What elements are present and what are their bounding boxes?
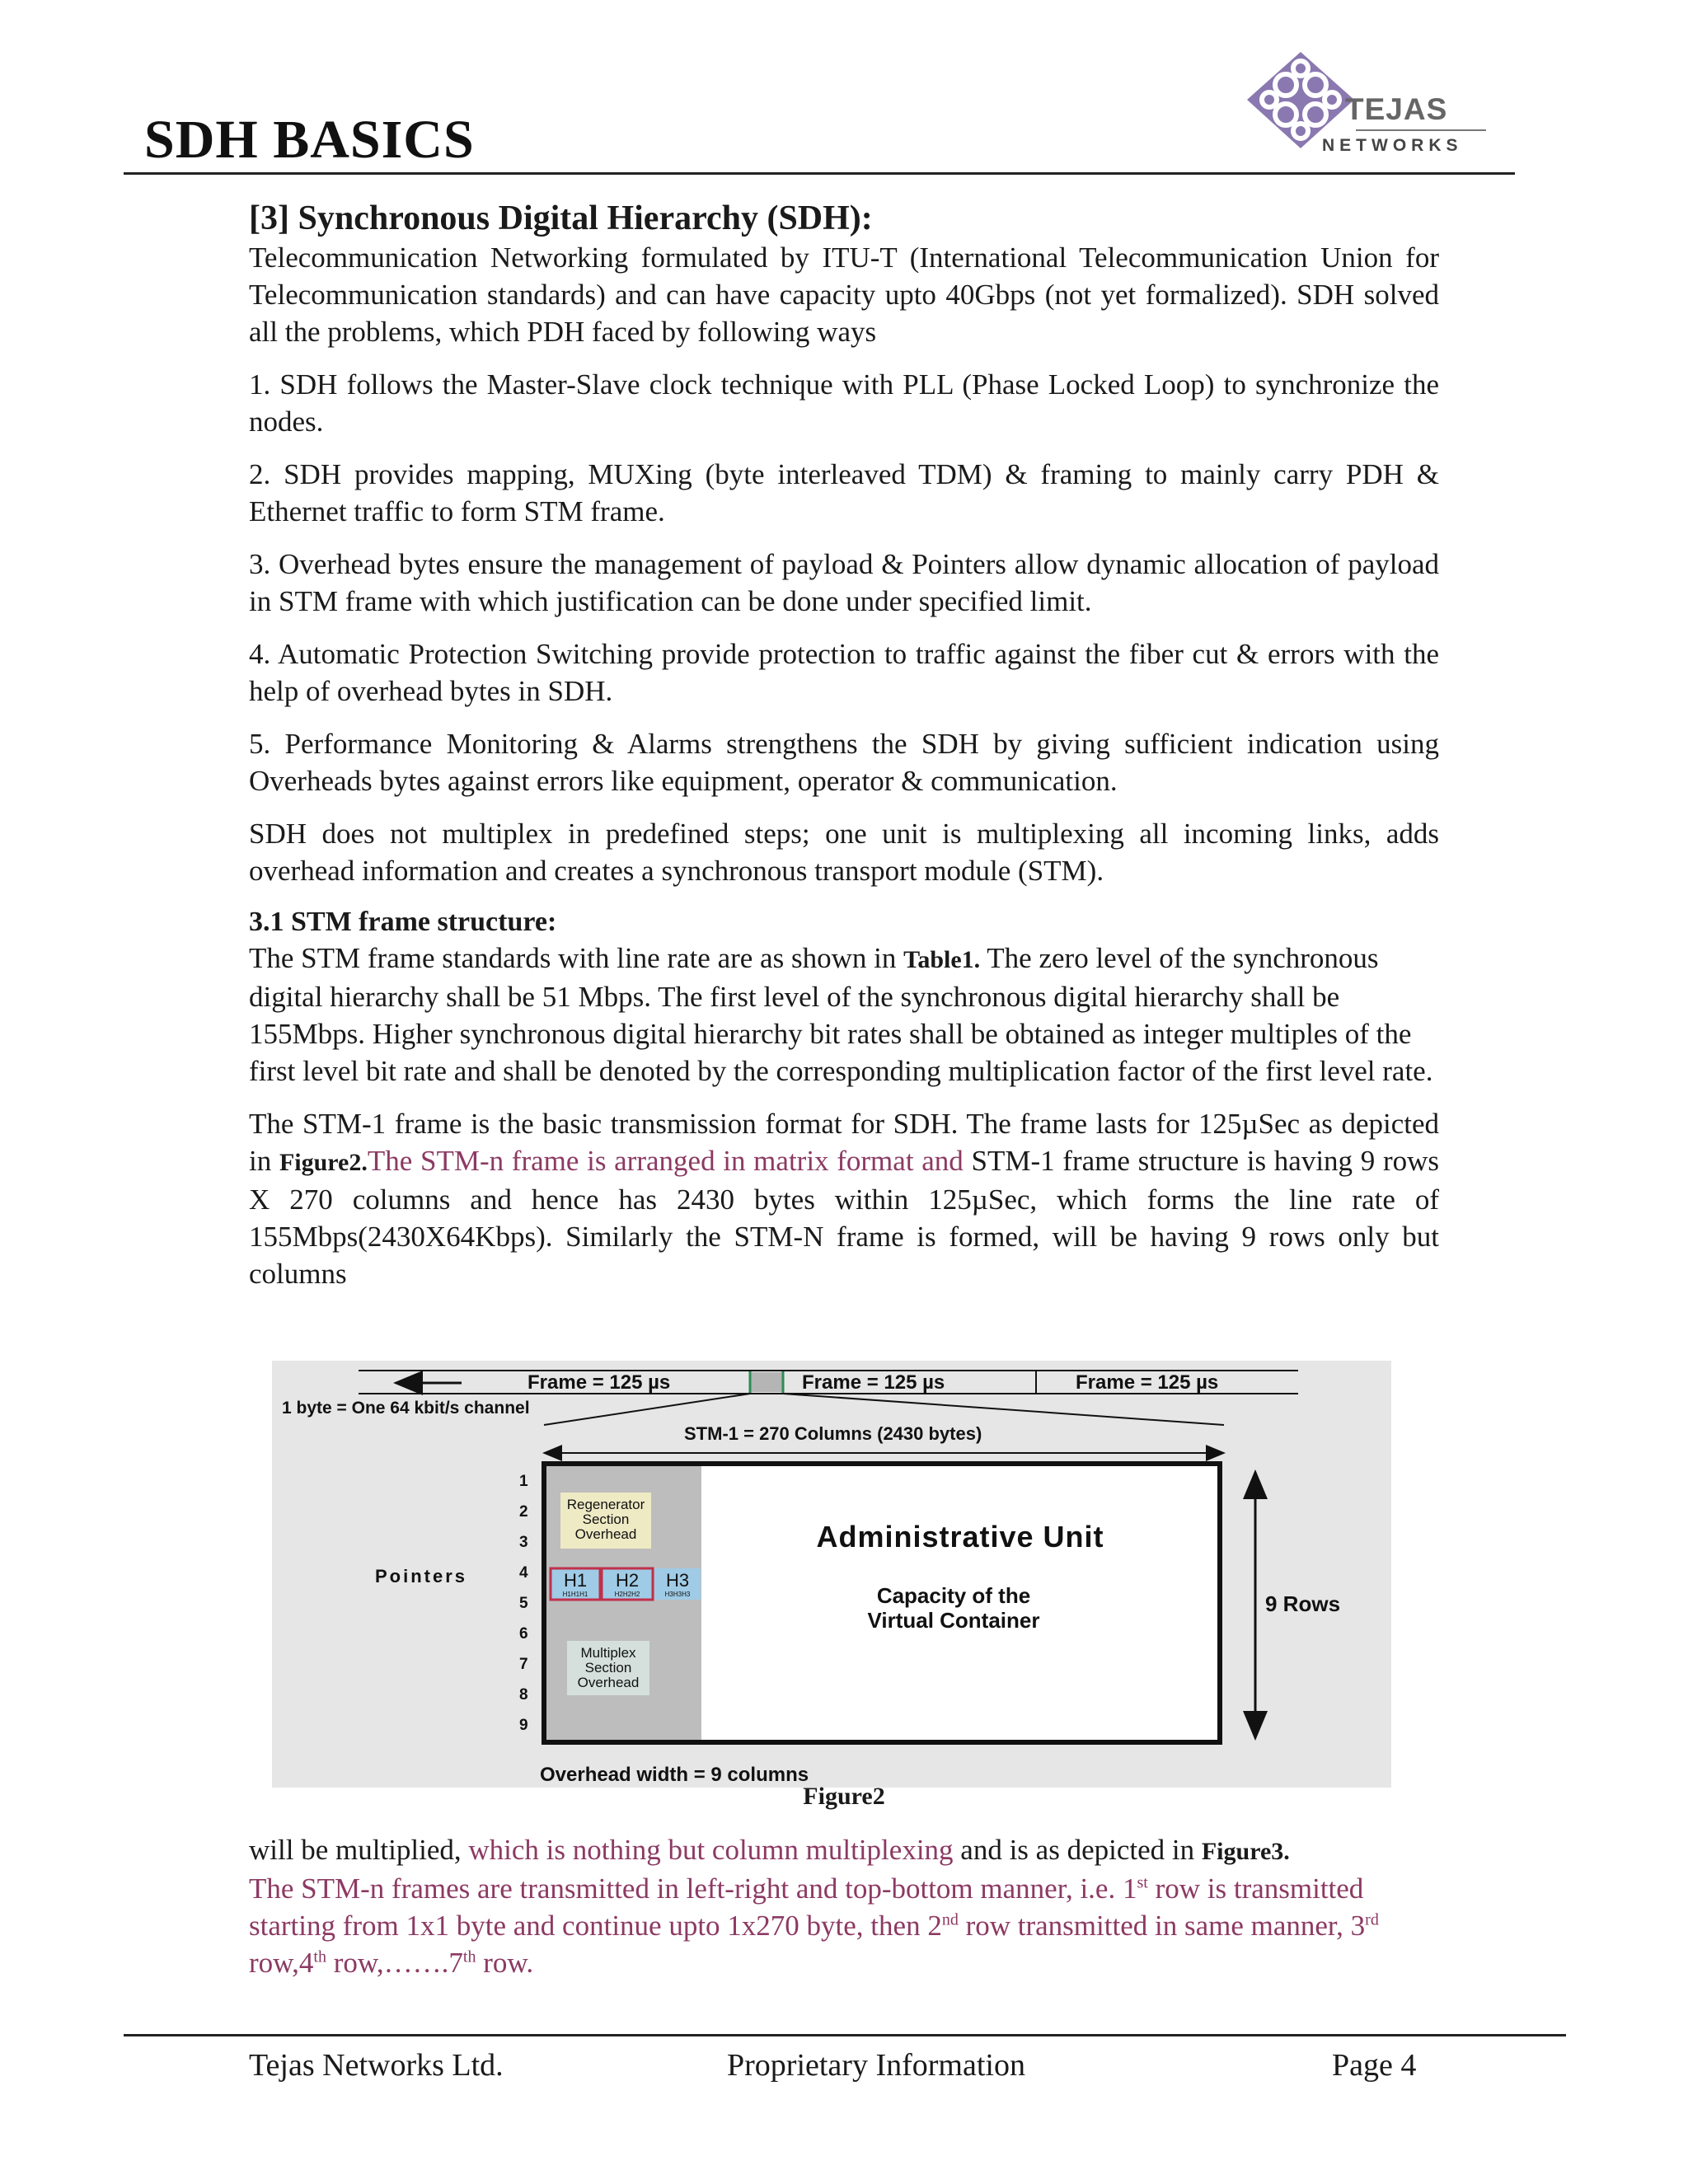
figure2-reference: Figure2. (279, 1149, 368, 1176)
capacity-line-2: Virtual Container (867, 1608, 1040, 1633)
point-5: 5. Performance Monitoring & Alarms strengthens the SDH by giving sufficient indication using Overheads bytes against errors like equipment, operator & communication. (249, 728, 1439, 797)
nine-rows-label: 9 Rows (1265, 1591, 1341, 1616)
rsoh-line-3: Overhead (574, 1526, 637, 1542)
subsection-heading: 3.1 STM frame structure: (249, 907, 557, 937)
overhead-width-label: Overhead width = 9 columns (540, 1764, 809, 1786)
capacity-line-1: Capacity of the (876, 1583, 1031, 1608)
rsoh-line-2: Section (582, 1511, 630, 1527)
row-number-2: 2 (519, 1503, 528, 1521)
row-number-7: 7 (519, 1656, 528, 1673)
h1-label: H1 (563, 1570, 588, 1591)
point-3: 3. Overhead bytes ensure the management of payload & Pointers allow dynamic allocation of payload in STM frame with which justification can be done under specified limit. (249, 548, 1439, 617)
logo-brand-text: TEJAS (1345, 92, 1448, 126)
rsoh-line-1: Regenerator (566, 1497, 645, 1512)
stm1-frame-figure (272, 1361, 1391, 1788)
h2-sub-label: H2H2H2 (614, 1591, 640, 1598)
p2-highlight: The STM-n frame is arranged in matrix format and (367, 1145, 964, 1177)
column-multiplexing-paragraph (249, 1831, 1439, 1870)
footer-company: Tejas Networks Ltd. (249, 2048, 504, 2083)
tx-sup-2: nd (941, 1910, 959, 1929)
figure-caption: Figure2 (803, 1783, 885, 1810)
point-4: 4. Automatic Protection Switching provide protection to traffic against the fiber cut & errors with the help of overhead bytes in SDH. (249, 638, 1439, 707)
stm-standards-paragraph (249, 940, 1439, 1090)
tx-text-2: row is transmitted starting from 1x1 byte and continue upto 1x270 byte, then 2 (249, 1872, 1364, 1942)
stm1-frame-paragraph (249, 1105, 1439, 1292)
expand-line-right (783, 1394, 1224, 1425)
tx-sup-5: th (462, 1947, 476, 1966)
h3-label: H3 (665, 1570, 690, 1591)
footer-divider (124, 2034, 1566, 2036)
section-summary: SDH does not multiplex in predefined steps; one unit is multiplexing all incoming links, adds overhead information and creates a synchronous transport module (STM). (249, 818, 1439, 887)
row-number-1: 1 (519, 1473, 528, 1490)
after-highlight: which is nothing but column multiplexing (468, 1834, 954, 1866)
frame-label-3: Frame = 125 µs (1076, 1371, 1219, 1394)
logo-sub-text: NETWORKS (1322, 136, 1463, 155)
figure3-reference: Figure3. (1201, 1838, 1290, 1865)
frame-label-1: Frame = 125 µs (528, 1371, 671, 1394)
after-text-1: will be multiplied, (249, 1834, 469, 1866)
header-divider (124, 172, 1515, 175)
h1-sub-label: H1H1H1 (562, 1591, 588, 1598)
msoh-line-2: Section (584, 1660, 632, 1675)
tx-text-5: row,…….7 (326, 1947, 463, 1979)
section-intro: Telecommunication Networking formulated by ITU-T (International Telecommunication Union for Telecommunication standards) and can have capacity upto 40Gbps (not yet formalized). SDH solved all the problems, which PDH faced by following ways (249, 241, 1439, 348)
tx-text-6: row. (476, 1947, 534, 1979)
h3-sub-label: H3H3H3 (664, 1591, 691, 1598)
frame-marker (750, 1372, 783, 1392)
pointers-label: Pointers (375, 1566, 468, 1586)
p2-text-after: STM-1 frame structure is having 9 rows X 270 columns and hence has 2430 bytes within 125µSec, which forms the line rate of 155Mbps(2430X64Kbps). Similarly the STM-N frame is formed, will be having 9 rows only but columns (249, 1145, 1439, 1290)
tx-sup-1: st (1137, 1873, 1148, 1892)
row-number-4: 4 (519, 1564, 528, 1582)
row-number-5: 5 (519, 1595, 528, 1612)
point-2: 2. SDH provides mapping, MUXing (byte interleaved TDM) & framing to mainly carry PDH & Ethernet traffic to form STM frame. (249, 458, 1439, 527)
table1-reference: Table1. (903, 946, 981, 973)
row-number-9: 9 (519, 1717, 528, 1734)
frame-label-2: Frame = 125 µs (802, 1371, 945, 1394)
tx-sup-3: rd (1365, 1910, 1379, 1929)
footer-page-number: Page 4 (1332, 2048, 1417, 2083)
section-heading: [3] Synchronous Digital Hierarchy (SDH): (249, 199, 873, 237)
tx-text-1: The STM-n frames are transmitted in left-right and top-bottom manner, i.e. 1 (249, 1872, 1137, 1905)
row-number-6: 6 (519, 1625, 528, 1643)
tx-text-4: row,4 (249, 1947, 314, 1979)
stm1-columns-label: STM-1 = 270 Columns (2430 bytes) (684, 1423, 982, 1444)
administrative-unit-title: Administrative Unit (816, 1520, 1104, 1554)
p1-text-after: The zero level of the synchronous digital hierarchy shall be 51 Mbps. The first level of the synchronous digital hierarchy shall be 155Mbps. Higher synchronous digital hierarchy bit rates shall be obtained as integer multiples of the first level bit rate and shall be denoted by the corresponding multiplication factor of the first level rate. (249, 942, 1433, 1087)
tx-text-3: row transmitted in same manner, 3 (958, 1910, 1366, 1942)
h2-label: H2 (615, 1570, 640, 1591)
transmission-order-paragraph (249, 1870, 1439, 1981)
row-number-3: 3 (519, 1534, 528, 1551)
after-figure-content (249, 1831, 1439, 1981)
after-text-2: and is as depicted in (953, 1834, 1202, 1866)
byte-channel-label: 1 byte = One 64 kbit/s channel (282, 1399, 530, 1418)
p2-text-before: The STM-1 frame is the basic transmission format for SDH. The frame lasts for 125µSec as depicted in (249, 1108, 1439, 1177)
p1-text-before: The STM frame standards with line rate are as shown in (249, 942, 904, 974)
msoh-line-1: Multiplex (580, 1645, 636, 1661)
msoh-line-3: Overhead (577, 1675, 640, 1690)
row-number-8: 8 (519, 1686, 528, 1704)
expand-line-left (544, 1394, 750, 1425)
main-content (249, 198, 1439, 1308)
tx-sup-4: th (313, 1947, 326, 1966)
point-1: 1. SDH follows the Master-Slave clock technique with PLL (Phase Locked Loop) to synchronize the nodes. (249, 368, 1439, 438)
document-title: SDH BASICS (144, 110, 475, 170)
footer-info: Proprietary Information (727, 2048, 1025, 2083)
